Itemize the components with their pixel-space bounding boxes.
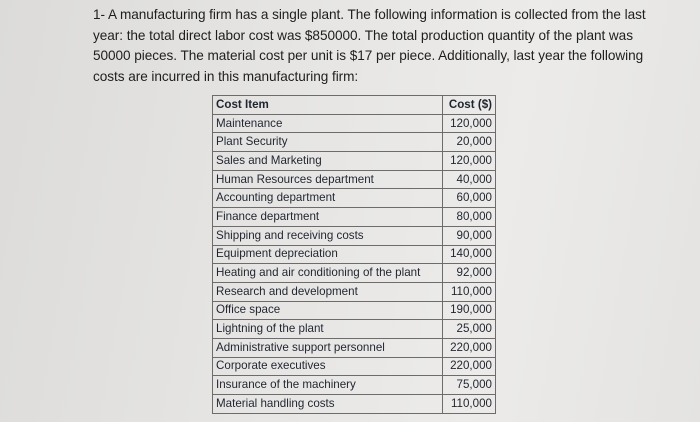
table-row — [213, 114, 496, 133]
table-row — [213, 245, 496, 264]
cell-item: Plant Security — [213, 133, 443, 152]
cell-cost: 220,000 — [443, 338, 496, 357]
table-row — [213, 357, 496, 376]
table-row — [213, 264, 496, 283]
cell-item: Corporate executives — [213, 357, 443, 376]
table-row — [213, 226, 496, 245]
cell-cost: 90,000 — [443, 226, 496, 245]
table-row — [213, 301, 496, 320]
table-row — [213, 320, 496, 339]
cell-cost: 190,000 — [443, 301, 496, 320]
cell-item: Finance department — [213, 208, 443, 227]
cell-item: Equipment depreciation — [213, 245, 443, 264]
cell-cost: 120,000 — [443, 152, 496, 171]
cell-cost: 92,000 — [443, 264, 496, 283]
table-row — [213, 208, 496, 227]
cell-item: Shipping and receiving costs — [213, 226, 443, 245]
table-header-row — [213, 96, 496, 115]
cell-item: Office space — [213, 301, 443, 320]
cell-item: Sales and Marketing — [213, 152, 443, 171]
cell-cost: 20,000 — [443, 133, 496, 152]
cell-cost: 120,000 — [443, 114, 496, 133]
cell-cost: 80,000 — [443, 208, 496, 227]
cost-table — [212, 95, 496, 414]
table-row — [213, 189, 496, 208]
table-row — [213, 170, 496, 189]
cell-cost: 40,000 — [443, 170, 496, 189]
cell-cost: 140,000 — [443, 245, 496, 264]
cell-cost: 220,000 — [443, 357, 496, 376]
header-cost-item: Cost Item — [213, 96, 443, 115]
cell-item: Insurance of the machinery — [213, 376, 443, 395]
cell-item: Maintenance — [213, 114, 443, 133]
table-row — [213, 282, 496, 301]
cell-cost: 25,000 — [443, 320, 496, 339]
cell-item: Human Resources department — [213, 170, 443, 189]
cell-cost: 60,000 — [443, 189, 496, 208]
cell-item: Accounting department — [213, 189, 443, 208]
cell-item: Heating and air conditioning of the plant — [213, 264, 443, 283]
table-row — [213, 395, 496, 414]
cell-item: Material handling costs — [213, 395, 443, 414]
cell-item: Lightning of the plant — [213, 320, 443, 339]
table-row — [213, 376, 496, 395]
cell-cost: 75,000 — [443, 376, 496, 395]
table-row — [213, 338, 496, 357]
table-row — [213, 152, 496, 171]
cell-item: Administrative support personnel — [213, 338, 443, 357]
table-row — [213, 133, 496, 152]
problem-statement: 1- A manufacturing firm has a single plant. The following information is collected from the last year: the total direct labor cost was $850000. The total production quantity of the plant was 50000 pieces. The material cost per unit is $17 per piece. Additionally, last year the following costs are incurred in this manufacturing firm: — [93, 7, 646, 84]
header-cost: Cost ($) — [443, 96, 496, 115]
cell-cost: 110,000 — [443, 282, 496, 301]
cell-item: Research and development — [213, 282, 443, 301]
cell-cost: 110,000 — [443, 395, 496, 414]
